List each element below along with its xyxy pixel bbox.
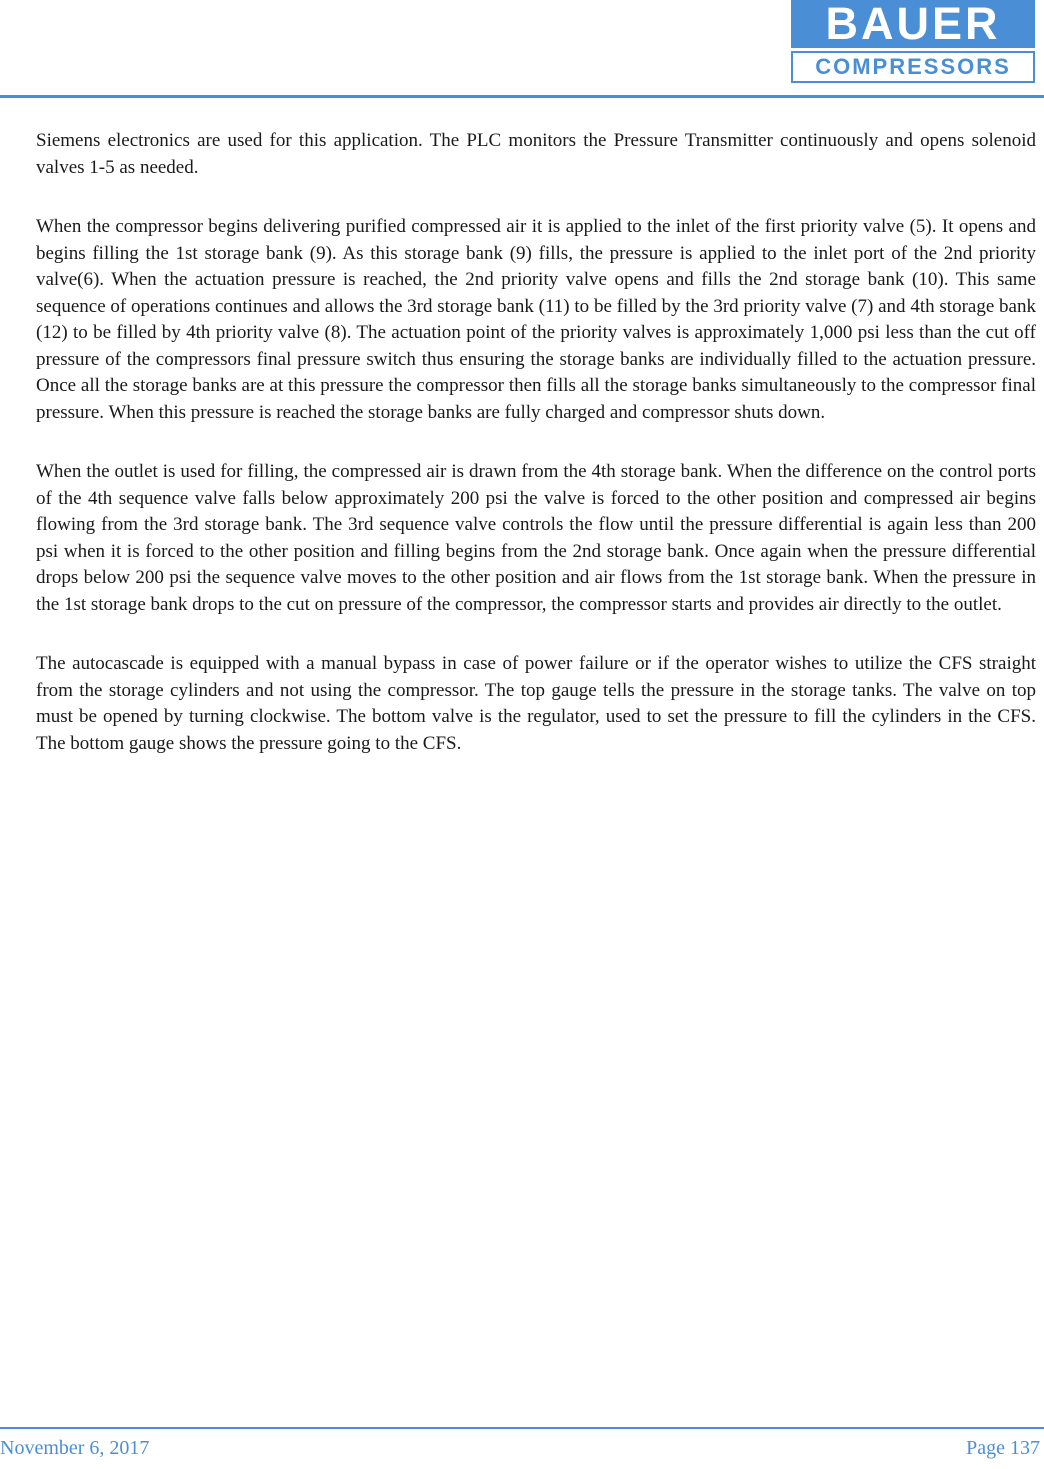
page-body (36, 128, 1036, 790)
bauer-compressors-logo (789, 0, 1039, 84)
page-number: Page 137 (966, 1437, 1040, 1459)
logo-wordmark-top: BAUER (791, 0, 1035, 48)
logo-wordmark-bottom: COMPRESSORS (791, 51, 1035, 83)
header-divider (0, 95, 1044, 98)
paragraph-2: When the compressor begins delivering purified compressed air it is applied to the inlet of the first priority valve (5). It opens and begins filling the 1st storage bank (9). As this storage bank (9) fills, the pressure is applied to the inlet port of the 2nd priority valve(6). When the actuation pressure is reached, the 2nd priority valve opens and fills the 2nd storage bank (10). This same sequence of operations continues and allows the 3rd storage bank (11) to be filled by the 3rd priority valve (7) and 4th storage bank (12) to be filled by 4th priority valve (8). The actuation point of the priority valves is approximately 1,000 psi less than the cut off pressure of the compressors final pressure switch thus ensuring the storage banks are individually filled to the actuation pressure. Once all the storage banks are at this pressure the compressor then fills all the storage banks simultaneously to the compressor final pressure. When this pressure is reached the storage banks are fully charged and compressor shuts down. (36, 216, 1036, 423)
footer-divider (0, 1427, 1044, 1429)
footer-date: November 6, 2017 (0, 1437, 150, 1459)
paragraph-3: When the outlet is used for filling, the compressed air is drawn from the 4th storage bank. When the difference on the control ports of the 4th sequence valve falls below approximately 200 psi the valve is forced to the other position and compressed air begins flowing from the 3rd storage bank. The 3rd sequence valve controls the flow until the pressure differential is again less than 200 psi when it is forced to the other position and filling begins from the 2nd storage bank. Once again when the pressure differential drops below 200 psi the sequence valve moves to the other position and air flows from the 1st storage bank. When the pressure in the 1st storage bank drops to the cut on pressure of the compressor, the compressor starts and provides air directly to the outlet. (36, 461, 1036, 615)
paragraph-4: The autocascade is equipped with a manual bypass in case of power failure or if the operator wishes to utilize the CFS straight from the storage cylinders and not using the compressor. The top gauge tells the pressure in the storage tanks. The valve on top must be opened by turning clockwise. The bottom valve is the regulator, used to set the pressure to fill the cylinders in the CFS. The bottom gauge shows the pressure going to the CFS. (36, 653, 1036, 754)
paragraph-1: Siemens electronics are used for this application. The PLC monitors the Pressure Transmitter continuously and opens solenoid valves 1-5 as needed. (36, 130, 1036, 178)
